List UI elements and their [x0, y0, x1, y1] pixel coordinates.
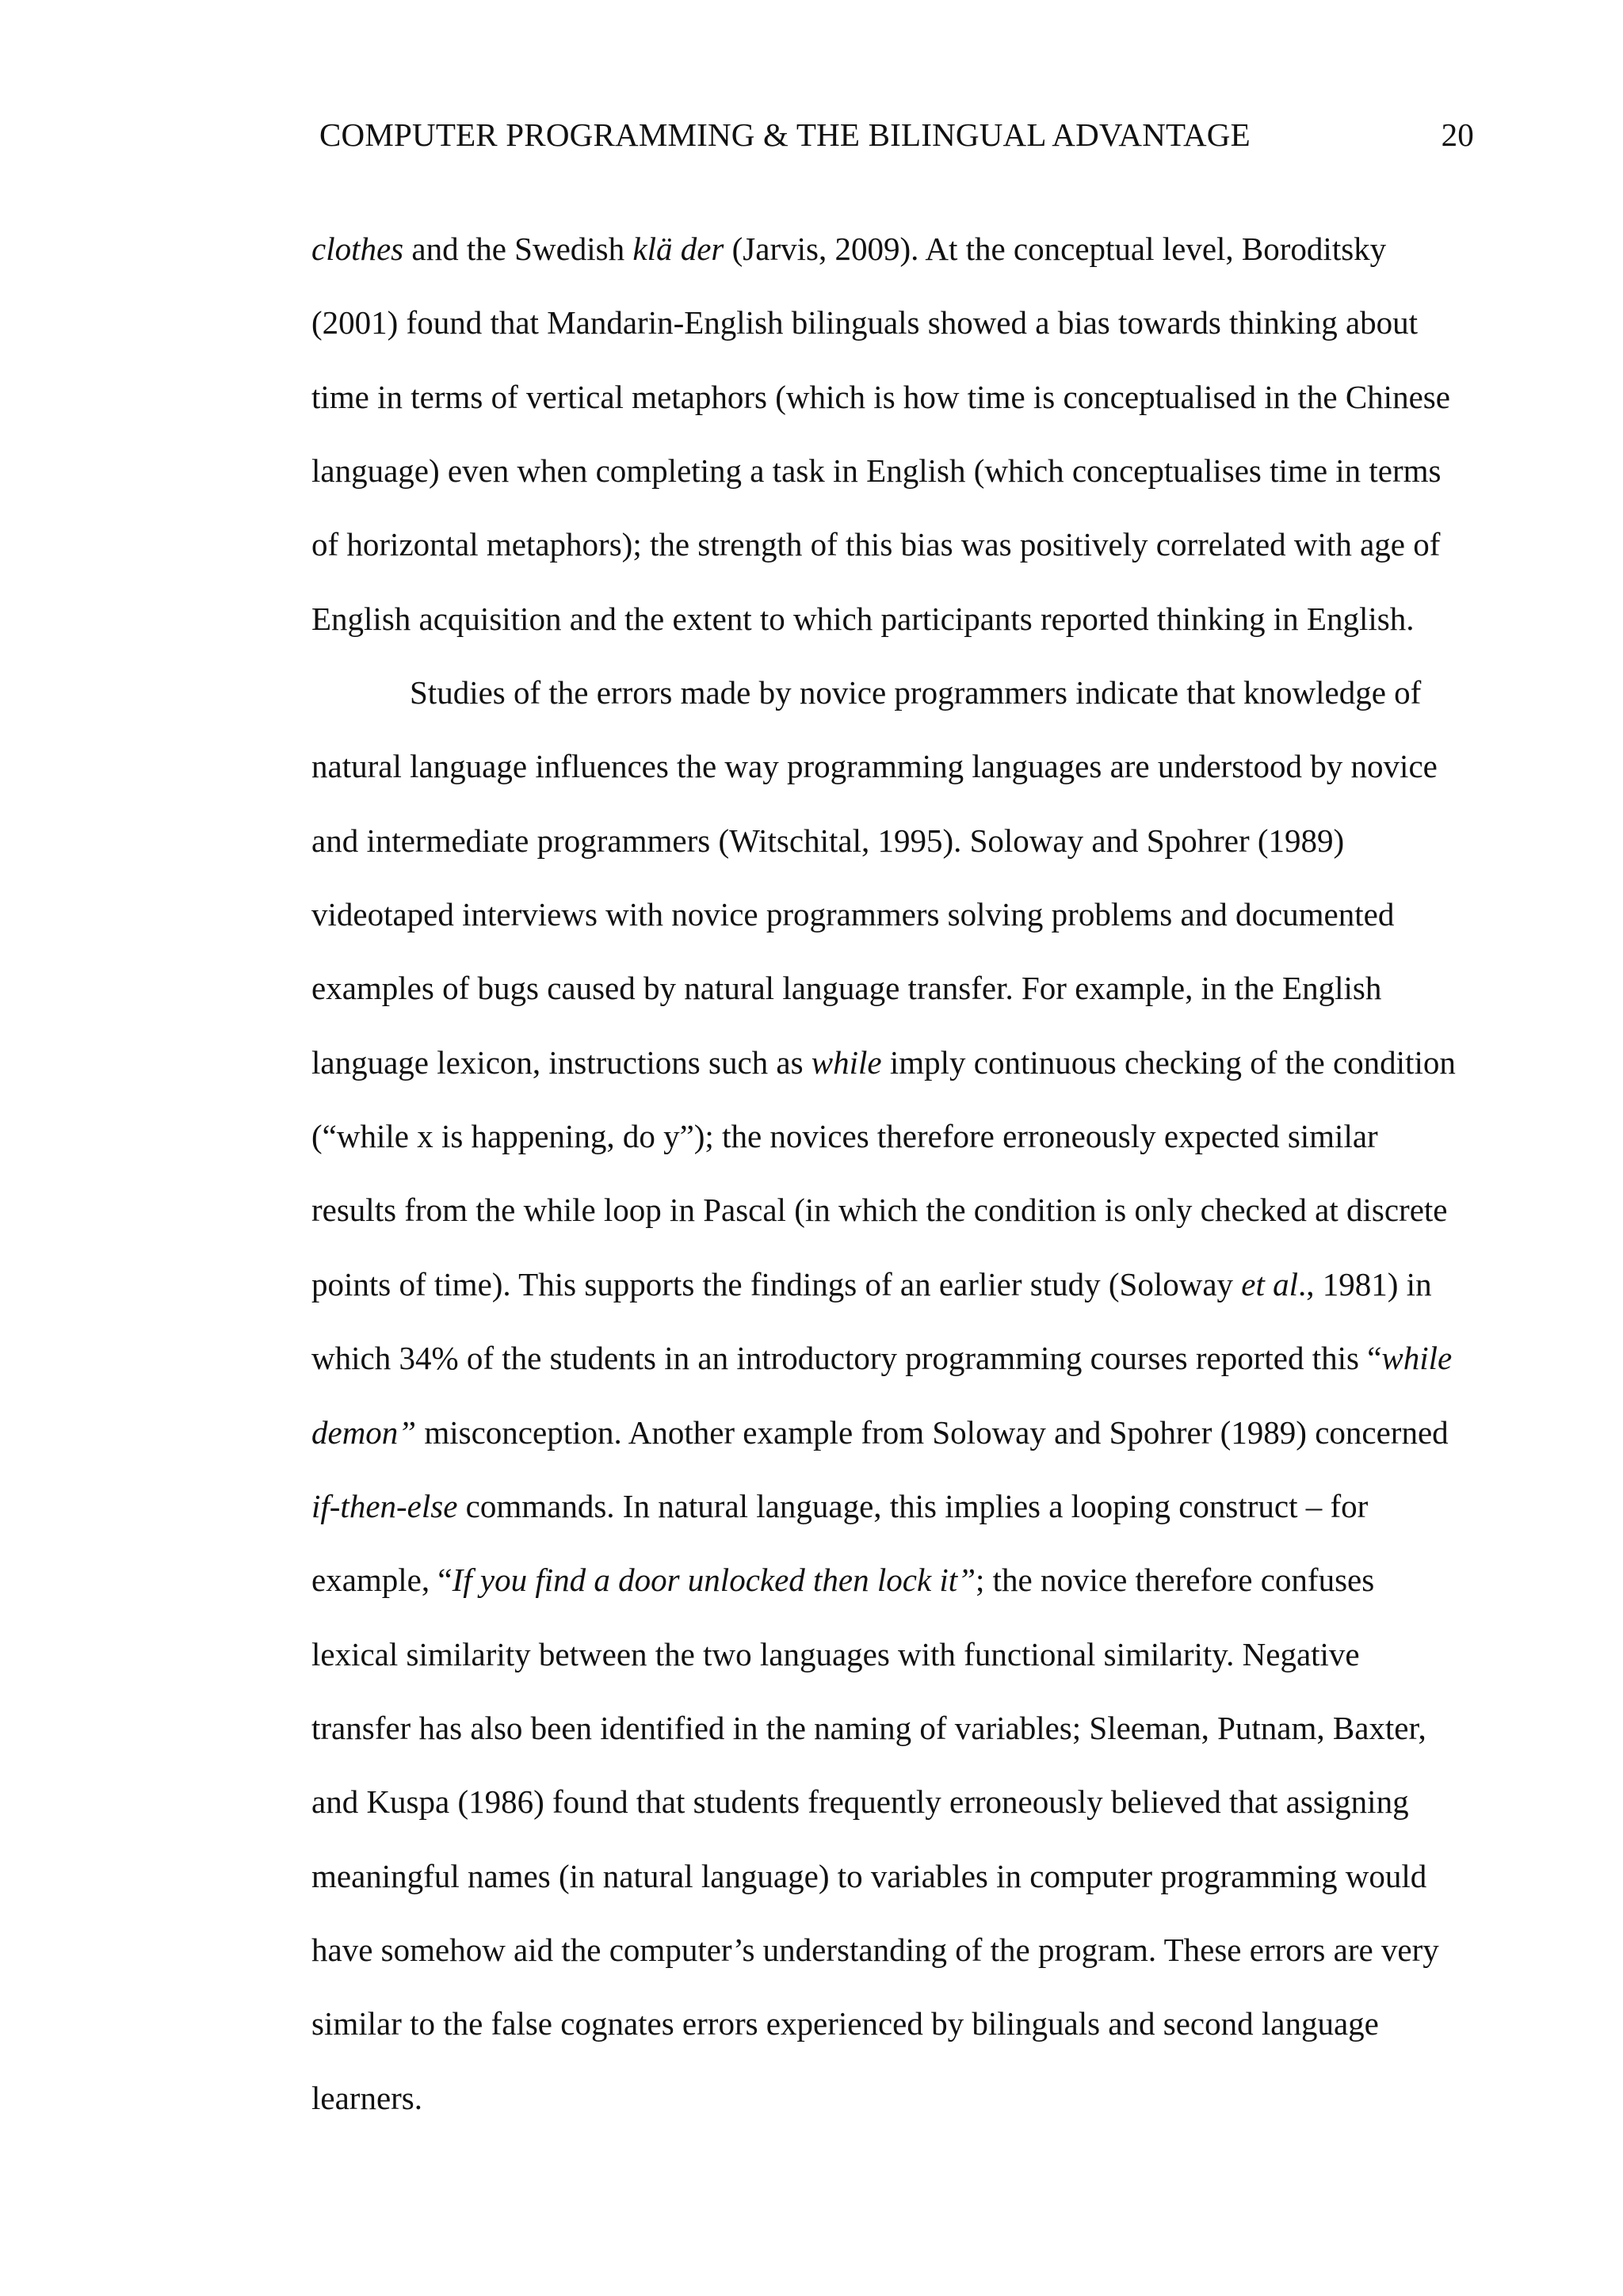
body-text [311, 212, 1480, 2135]
text-segment: (2001) found that Mandarin-English bilinguals showed a bias towards thinking about [311, 304, 1419, 341]
text-segment: results from the while loop in Pascal (in which the condition is only checked at discrete [311, 1192, 1448, 1229]
text-segment: ., 1981) in [1298, 1265, 1432, 1302]
text-segment: English acquisition and the extent to which participants reported thinking in English. [311, 600, 1415, 637]
body-line [311, 1173, 1480, 1247]
text-segment: commands. In natural language, this implies a looping construct – for [457, 1487, 1369, 1524]
text-segment: videotaped interviews with novice programmers solving problems and documented [311, 896, 1395, 933]
italic-text-segment: klä der [632, 231, 724, 267]
italic-text-segment: If you find a door unlocked then lock it” [452, 1562, 976, 1599]
body-line [311, 730, 1480, 803]
text-segment: and the Swedish [403, 231, 633, 267]
body-line [311, 360, 1480, 434]
text-segment: have somehow aid the computer’s understanding of the program. These errors are very [311, 1931, 1439, 1968]
body-line [311, 1691, 1480, 1765]
text-segment: learners. [311, 2079, 422, 2116]
text-segment: language) even when completing a task in English (which conceptualises time in terms [311, 452, 1442, 490]
body-line [311, 508, 1480, 582]
body-line [311, 1618, 1480, 1691]
body-line [311, 286, 1480, 360]
body-line [311, 1322, 1480, 1395]
text-segment: which 34% of the students in an introductory programming courses reported this “ [311, 1340, 1382, 1377]
text-segment: lexical similarity between the two languages with functional similarity. Negative [311, 1635, 1360, 1672]
body-line [311, 1100, 1480, 1173]
text-segment: example, “ [311, 1562, 453, 1599]
body-line [311, 212, 1480, 286]
running-head-title: COMPUTER PROGRAMMING & THE BILINGUAL ADVANTAGE [319, 116, 1251, 153]
body-line [311, 804, 1480, 878]
text-segment: (Jarvis, 2009). At the conceptual level, Boroditsky [724, 231, 1387, 267]
text-segment: imply continuous checking of the condition [881, 1043, 1456, 1081]
body-line [311, 1470, 1480, 1543]
text-segment: and intermediate programmers (Witschital, 1995). Soloway and Spohrer (1989) [311, 822, 1345, 859]
text-segment: Studies of the errors made by novice programmers indicate that knowledge of [410, 674, 1422, 711]
text-segment: ; the novice therefore confuses [976, 1562, 1375, 1599]
body-line [311, 1248, 1480, 1322]
text-segment: examples of bugs caused by natural language transfer. For example, in the English [311, 970, 1382, 1007]
body-line [311, 878, 1480, 952]
text-segment: time in terms of vertical metaphors (which is how time is conceptualised in the Chinese [311, 378, 1450, 415]
body-line [311, 1913, 1480, 1987]
body-line [311, 1543, 1480, 1617]
text-segment: similar to the false cognates errors experienced by bilinguals and second language [311, 2005, 1379, 2042]
italic-text-segment: clothes [311, 231, 404, 267]
body-line [311, 1765, 1480, 1839]
body-line [311, 952, 1480, 1025]
page-number: 20 [1441, 116, 1474, 153]
body-line [311, 2061, 1480, 2135]
italic-text-segment: while [1381, 1340, 1453, 1377]
italic-text-segment: demon” [311, 1413, 417, 1451]
italic-text-segment: while [811, 1043, 882, 1081]
body-line [311, 1396, 1480, 1470]
body-line [311, 1987, 1480, 2061]
text-segment: language lexicon, instructions such as [311, 1043, 812, 1081]
body-line [311, 434, 1480, 508]
text-segment: points of time). This supports the findings of an earlier study (Soloway [311, 1265, 1242, 1302]
italic-text-segment: if-then-else [311, 1487, 458, 1524]
text-segment: of horizontal metaphors); the strength of this bias was positively correlated with age of [311, 526, 1441, 563]
text-segment: meaningful names (in natural language) to variables in computer programming would [311, 1857, 1427, 1894]
body-line [311, 582, 1480, 656]
body-line [311, 1026, 1480, 1100]
text-segment: misconception. Another example from Soloway and Spohrer (1989) concerned [416, 1413, 1449, 1451]
italic-text-segment: et al [1241, 1265, 1299, 1302]
body-line [311, 656, 1480, 730]
text-segment: transfer has also been identified in the naming of variables; Sleeman, Putnam, Baxter, [311, 1709, 1426, 1746]
running-head [319, 111, 1474, 158]
body-line [311, 1840, 1480, 1913]
text-segment: (“while x is happening, do y”); the novices therefore erroneously expected similar [311, 1118, 1378, 1155]
text-segment: and Kuspa (1986) found that students frequently erroneously believed that assigning [311, 1783, 1409, 1821]
text-segment: natural language influences the way programming languages are understood by novice [311, 748, 1438, 785]
